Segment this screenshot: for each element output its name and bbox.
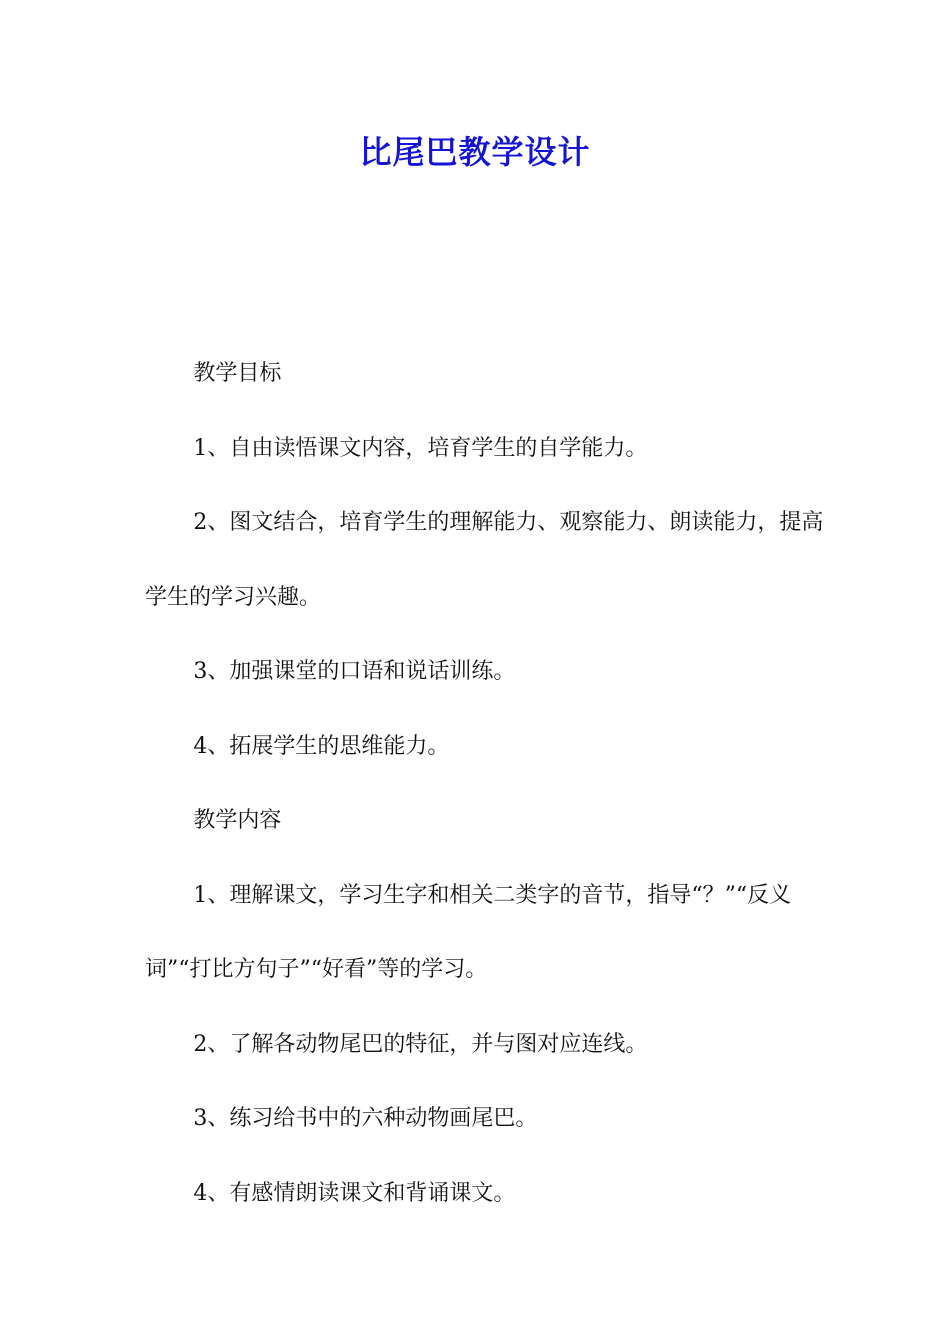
document-body bbox=[145, 337, 835, 1231]
section-heading-goals: 教学目标 bbox=[193, 361, 282, 386]
goal-item-2: 2、图文结合，培育学生的理解能力、观察能力、朗读能力，提高学生的学习兴趣。 bbox=[145, 510, 824, 610]
page-title: 比尾巴教学设计 bbox=[359, 133, 591, 171]
content-item-3: 3、练习给书中的六种动物画尾巴。 bbox=[193, 1106, 538, 1131]
goal-item-4: 4、拓展学生的思维能力。 bbox=[193, 733, 450, 759]
content-item-2: 2、了解各动物尾巴的特征，并与图对应连线。 bbox=[193, 1031, 648, 1057]
content-item-1: 1、理解课文，学习生字和相关二类字的音节，指导“？”“反义词”“打比方句子”“好看”等的学习。 bbox=[145, 882, 792, 982]
goal-item-1: 1、自由读悟课文内容，培育学生的自学能力。 bbox=[193, 435, 648, 461]
goal-item-3: 3、加强课堂的口语和说话训练。 bbox=[193, 659, 516, 684]
section-heading-content: 教学内容 bbox=[193, 808, 282, 833]
content-item-4: 4、有感情朗读课文和背诵课文。 bbox=[193, 1180, 516, 1206]
